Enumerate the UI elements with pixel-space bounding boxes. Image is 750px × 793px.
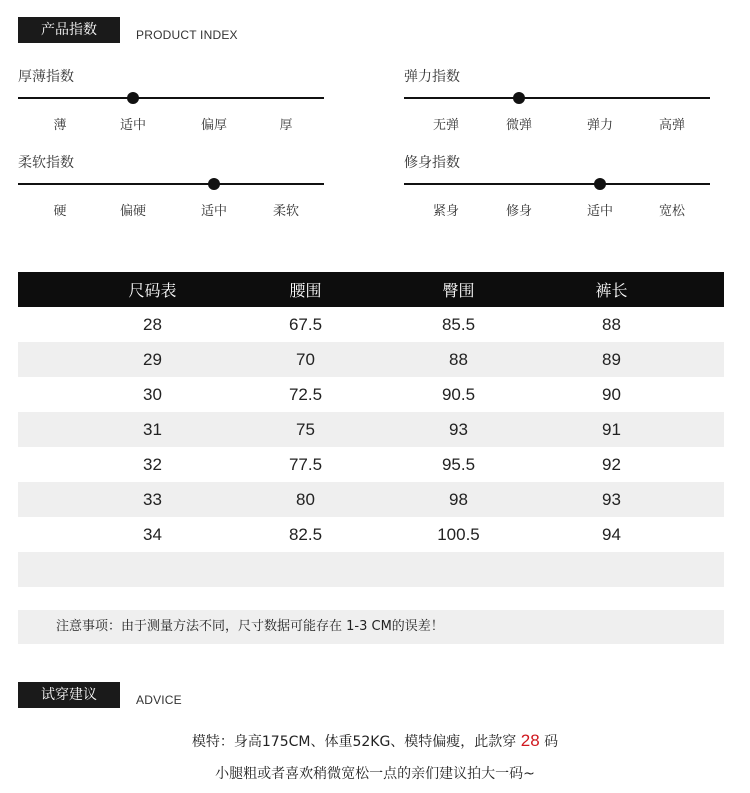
scale-option: 宽松	[658, 204, 685, 219]
advice-en-title: ADVICE	[136, 693, 182, 707]
advice-line-1-text: 模特：身高175CM、体重52KG、模特偏瘦，此款穿	[191, 734, 517, 750]
table-row	[18, 412, 724, 447]
cell-hip: 93	[449, 419, 468, 439]
cell-hip: 90.5	[441, 384, 476, 404]
scale-option: 微弹	[505, 118, 532, 133]
advice-line-1-suffix: 码	[544, 734, 559, 750]
size-table-header	[18, 272, 724, 307]
scale-option: 薄	[53, 118, 67, 133]
cell-hip: 88	[449, 349, 468, 369]
cell-hip: 100.5	[437, 524, 480, 544]
cell-size: 29	[143, 349, 162, 369]
cell-length: 88	[602, 314, 621, 334]
scale-track	[18, 97, 324, 99]
scale-0	[18, 66, 324, 133]
cell-size: 34	[143, 524, 162, 544]
cell-waist: 82.5	[288, 524, 323, 544]
scale-marker	[208, 178, 220, 190]
scale-option: 修身	[505, 204, 532, 219]
cell-hip: 95.5	[441, 454, 476, 474]
table-row	[18, 447, 724, 482]
scale-option: 适中	[586, 204, 613, 219]
cell-size: 30	[143, 384, 162, 404]
scale-option: 厚	[279, 118, 293, 133]
table-row	[18, 307, 724, 342]
cell-size: 31	[143, 419, 162, 439]
cell-length: 94	[602, 524, 621, 544]
scale-option: 紧身	[432, 204, 459, 219]
scale-marker	[127, 92, 139, 104]
scale-option: 偏硬	[119, 204, 146, 219]
cell-size: 33	[143, 489, 162, 509]
cell-waist: 70	[296, 349, 315, 369]
cell-hip: 85.5	[441, 314, 476, 334]
scale-option: 柔软	[272, 204, 299, 219]
scale-3	[404, 152, 710, 219]
scale-title: 厚薄指数	[18, 69, 74, 85]
table-row	[18, 517, 724, 552]
measurement-note	[18, 610, 724, 644]
cell-length: 92	[602, 454, 621, 474]
advice-line-2: 小腿粗或者喜欢稍微宽松一点的亲们建议拍大一码~	[215, 766, 535, 782]
header-hip: 臀围	[442, 281, 475, 300]
header-length: 裤长	[595, 281, 628, 300]
table-row	[18, 552, 724, 587]
table-row	[18, 342, 724, 377]
table-row	[18, 482, 724, 517]
product-index-header: 产品指数	[18, 17, 120, 43]
scale-track	[404, 97, 710, 99]
scale-marker	[594, 178, 606, 190]
advice-size-number: 28	[520, 731, 540, 750]
cell-length: 90	[602, 384, 621, 404]
scale-1	[404, 66, 710, 133]
cell-size: 32	[143, 454, 162, 474]
cell-hip: 98	[449, 489, 468, 509]
cell-waist: 80	[296, 489, 315, 509]
scale-marker	[513, 92, 525, 104]
size-table-body	[18, 307, 724, 587]
scale-option: 偏厚	[200, 118, 227, 133]
scale-option: 无弹	[432, 118, 459, 133]
scale-option: 高弹	[658, 118, 685, 133]
table-row	[18, 377, 724, 412]
cell-waist: 77.5	[288, 454, 323, 474]
cell-size: 28	[143, 314, 162, 334]
header-waist: 腰围	[289, 281, 322, 300]
size-table	[18, 272, 724, 587]
cell-waist: 72.5	[288, 384, 323, 404]
product-index-en-title: PRODUCT INDEX	[136, 28, 238, 42]
scale-option: 硬	[53, 204, 67, 219]
advice-header: 试穿建议	[18, 682, 120, 708]
scale-2	[18, 152, 324, 219]
scale-title: 柔软指数	[18, 155, 74, 171]
cell-length: 91	[602, 419, 621, 439]
advice-line-1	[0, 731, 750, 751]
cell-length: 89	[602, 349, 621, 369]
cell-waist: 75	[296, 419, 315, 439]
note-text: 注意事项：由于测量方法不同，尺寸数据可能存在 1-3 CM的误差！	[56, 619, 444, 634]
scale-option: 弹力	[586, 118, 613, 133]
cell-waist: 67.5	[288, 314, 323, 334]
scale-track	[404, 183, 710, 185]
scale-track	[18, 183, 324, 185]
scale-title: 弹力指数	[404, 69, 460, 85]
scale-title: 修身指数	[404, 155, 460, 171]
scale-option: 适中	[119, 118, 146, 133]
header-size: 尺码表	[128, 281, 177, 300]
scale-option: 适中	[200, 204, 227, 219]
cell-length: 93	[602, 489, 621, 509]
